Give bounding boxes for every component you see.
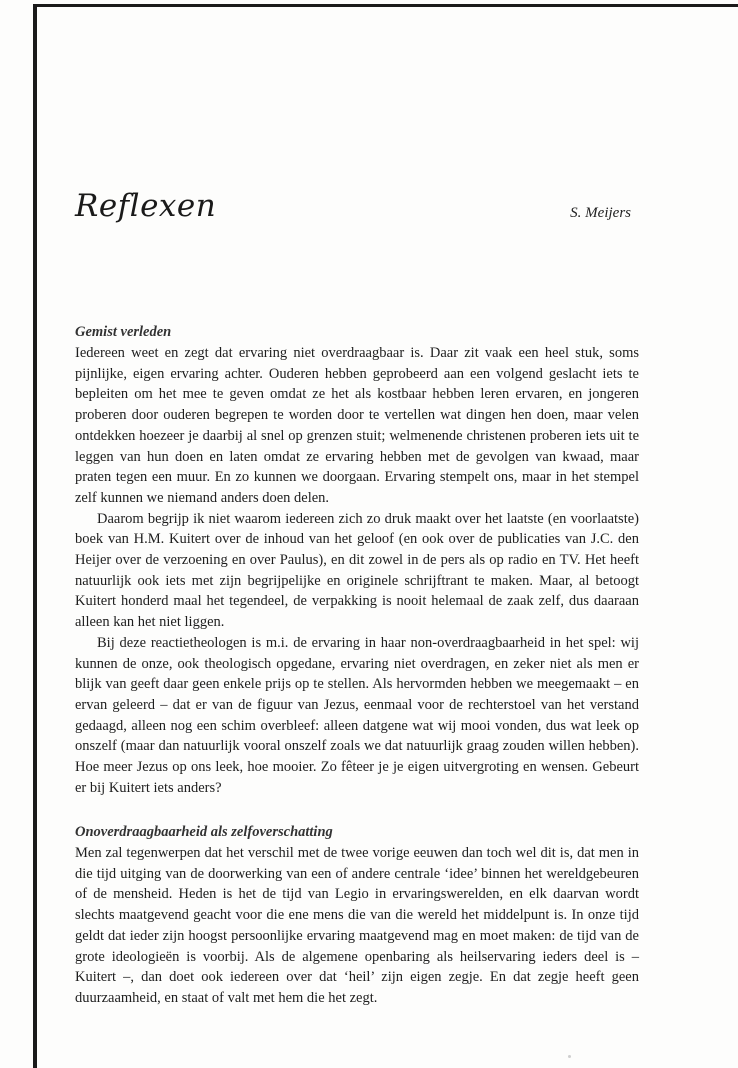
article-author: S. Meijers: [570, 205, 631, 221]
body-paragraph: Bij deze reactietheologen is m.i. de ervaring in haar non-overdraagbaarheid in het spel: wij kunnen de onze, ook theologisch opgedane, ervaring niet overdragen, en zeker niet als men er blijk van geeft daar geen enkele prijs op te stellen. Als hervormden hebben we meegemaakt – en ervan geleerd – dat er van de figuur van Jezus, eenmaal voor de rechterstoel van het verstand gedaagd, alleen nog een schim overbleef: alleen datgene wat wij mooi vonden, dus wat leek op onszelf (maar dan natuurlijk vooral onszelf zoals we dat natuurlijk graag zouden willen hebben). Hoe meer Jezus op ons leek, hoe mooier. Zo fêteer je je eigen uitvergroting en wensen. Gebeurt er bij Kuitert iets anders?: [75, 634, 639, 796]
body-paragraph: Daarom begrijp ik niet waarom iedereen zich zo druk maakt over het laatste (en voorlaatste) boek van H.M. Kuitert over de inhoud van het geloof (en ook over de publicaties van J.C. den Heijer over de verzoening en over Paulus), en dit zowel in de pers als op radio en TV. Het heeft natuurlijk ook iets met zijn begrijpelijke en originele schrijftrant te maken. Maar, al betoogt Kuitert honderd maal het tegendeel, de verpakking is nooit helemaal de zaak zelf, dus daaraan alleen kan het niet liggen.: [75, 510, 639, 631]
scan-border-left: [33, 4, 37, 1068]
section-heading: Onoverdraagbaarheid als zelfoverschatting: [75, 824, 333, 840]
section-heading: Gemist verleden: [75, 324, 172, 340]
body-paragraph: Men zal tegenwerpen dat het verschil met de twee vorige eeuwen dan toch wel dit is, dat men in die tijd uitging van de doorwerking van een of andere centrale ‘idee’ binnen het wereldgebeuren of de mensheid. Heden is het de tijd van Legio in ervaringswerelden, en elk daarvan wordt slechts maatgevend geacht voor die ene mens die van die wereld het middelpunt is. In onze tijd geldt dat ieder zijn hoogst persoonlijke ervaring maatgevend mag en moet maken: de tijd van de grote ideologieën is voorbij. Als de algemene openbaring als heilservaring ieders deel is – Kuitert –, dan doet ook iedereen over dat ‘heil’ zijn eigen zegje. En dat zegje heeft geen duurzaamheid, en staat of valt met hem die het zegt.: [75, 845, 639, 1006]
section-onoverdraagbaarheid: [75, 822, 639, 1009]
body-paragraph: Iedereen weet en zegt dat ervaring niet overdraagbaar is. Daar zit vaak een heel stuk, soms pijnlijke, eigen ervaring achter. Ouderen hebben geprobeerd aan een volgend geslacht iets te bepleiten om het mee te geven omdat ze het als kostbaar hebben leren ervaren, en jongeren proberen door ouderen begrepen te worden door te vertellen wat dingen hen doen, maar velen ontdekken hoezeer je daarbij al snel op grenzen stuit; welmenende christenen proberen iets uit te leggen van hun doen en laten omdat ze ervaring hebben met de gevolgen van kwaad, maar praten tegen een muur. En zo kunnen we doorgaan. Ervaring stempelt ons, maar in het stempel zelf kunnen we niemand anders doen delen.: [75, 345, 639, 506]
scan-speck: [568, 1055, 571, 1058]
section-gemist-verleden: [75, 322, 639, 798]
article-title: Reflexen: [75, 188, 217, 224]
scan-border-top: [36, 4, 738, 7]
